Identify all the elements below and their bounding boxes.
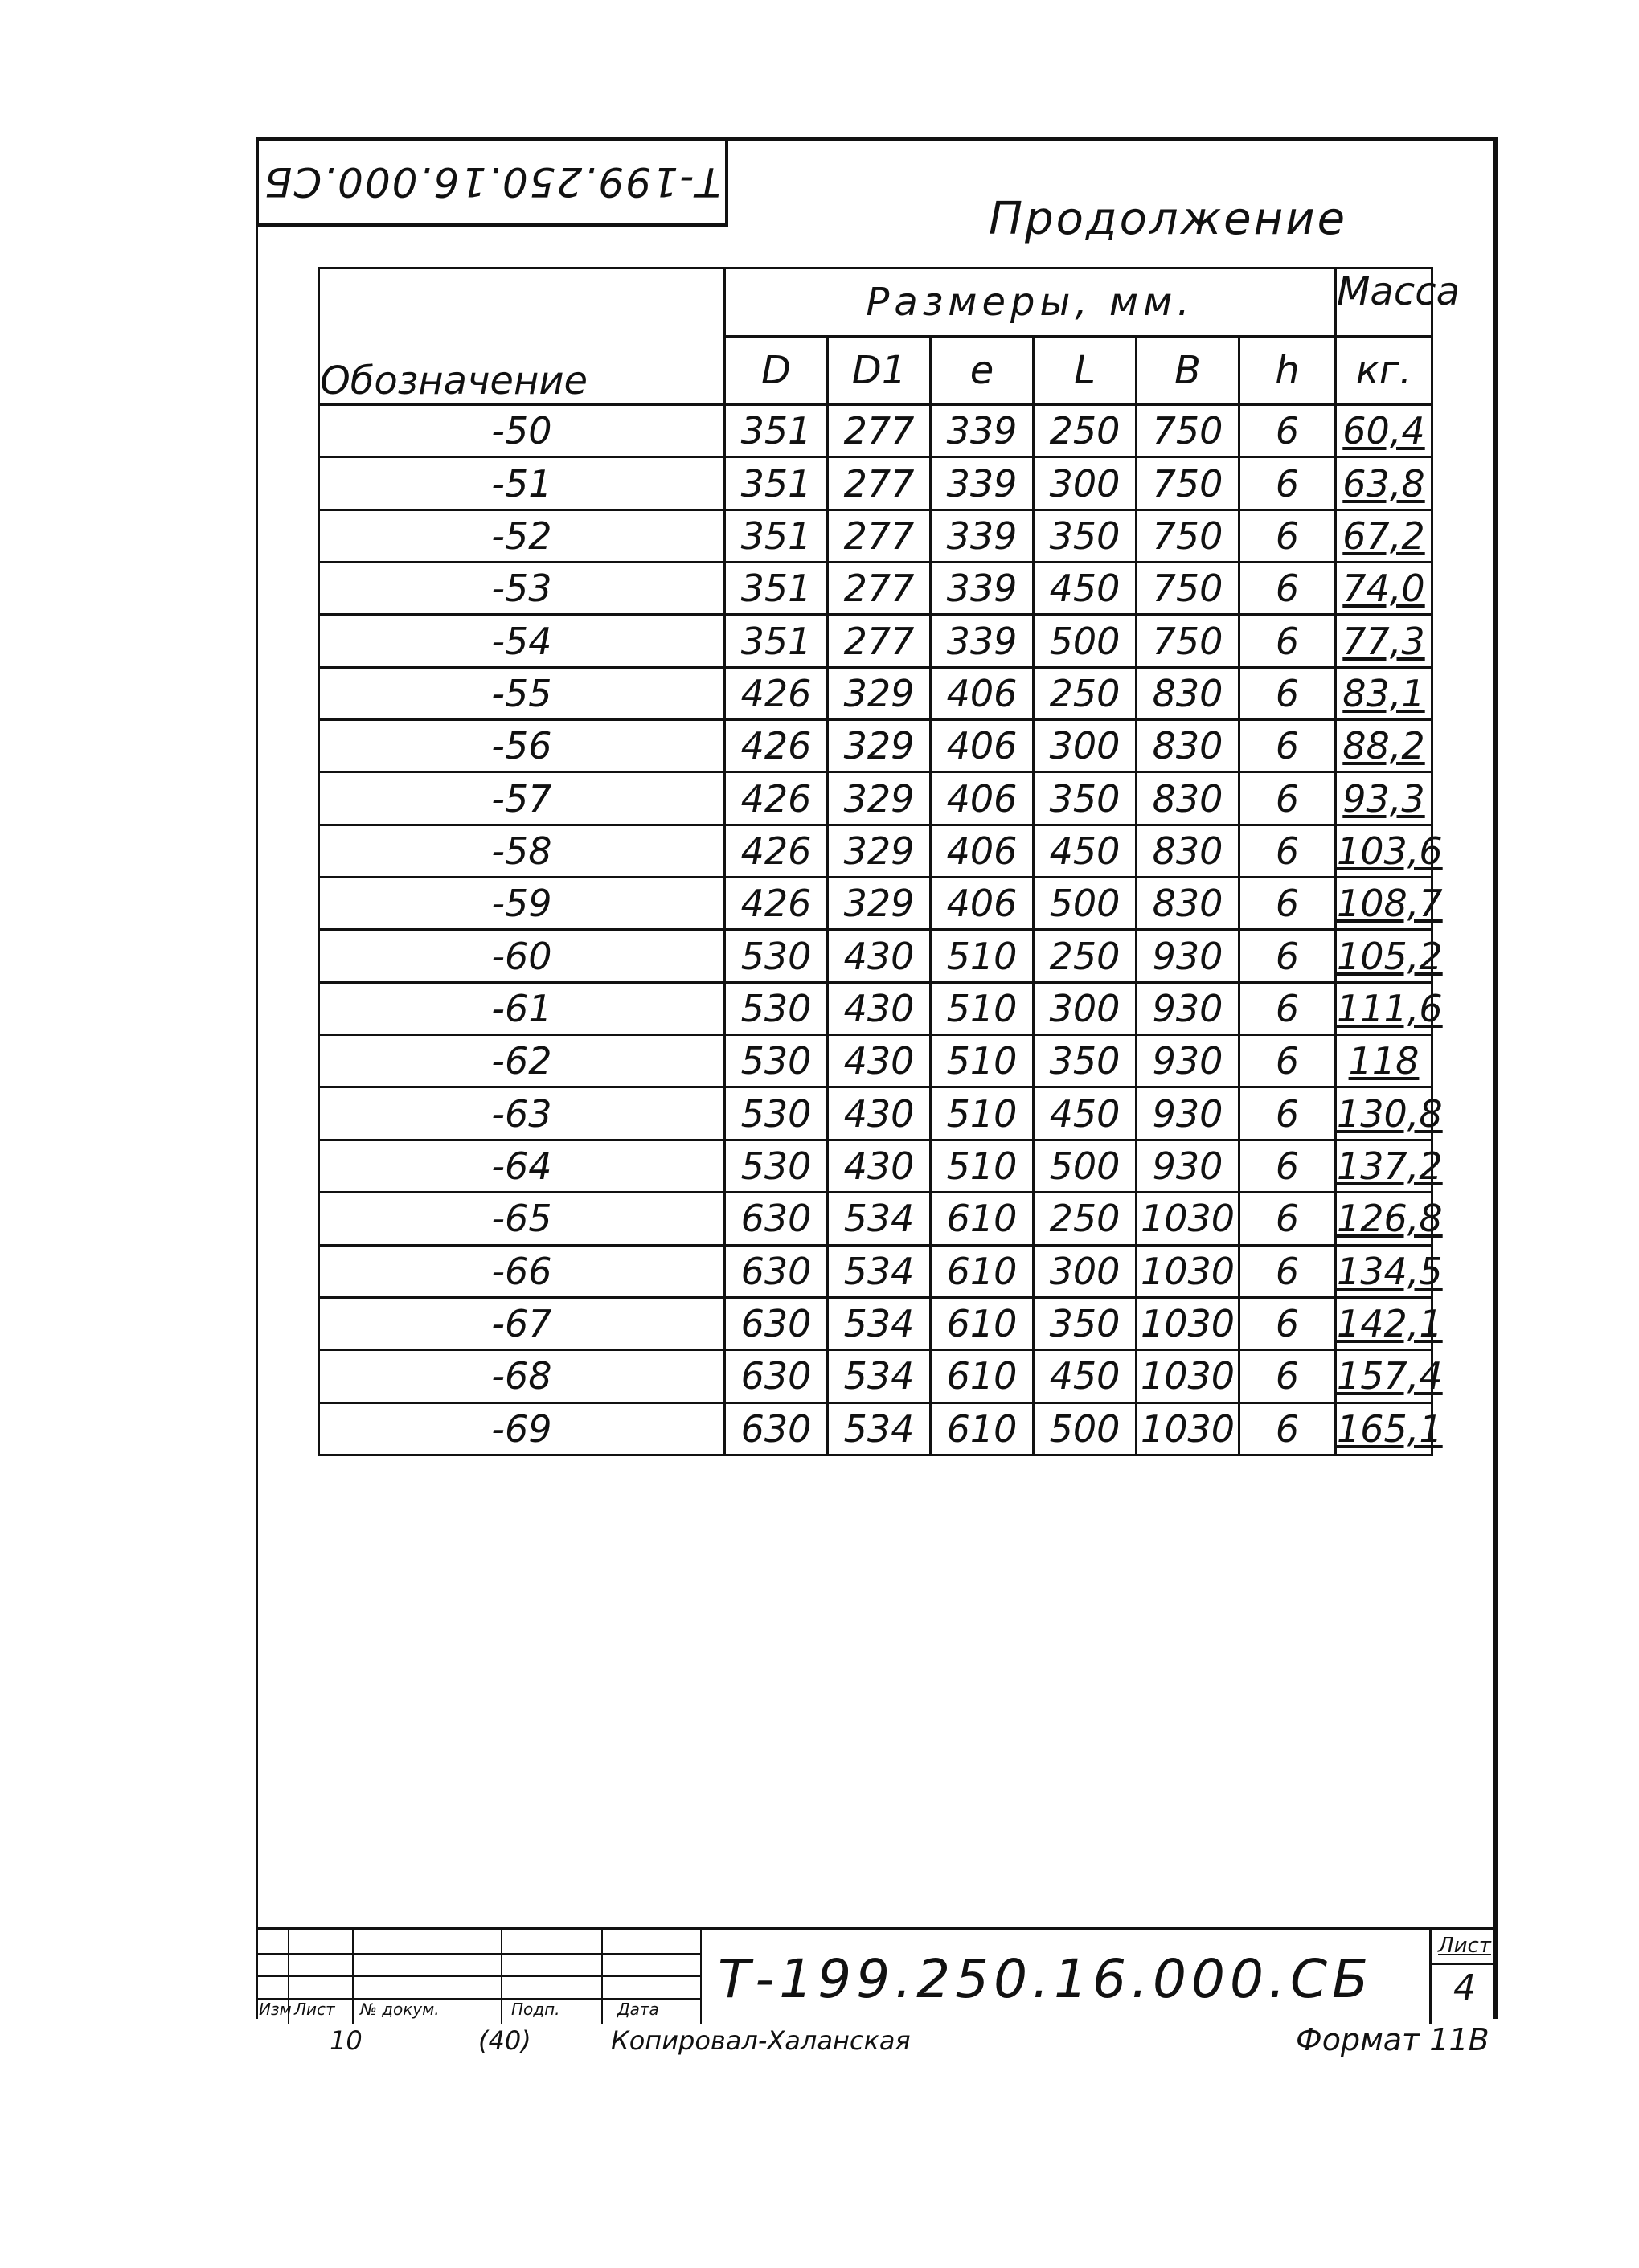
value-cell-l: 300: [1034, 720, 1137, 772]
designation-cell: -61: [319, 982, 725, 1034]
value-cell-h: 6: [1239, 878, 1336, 930]
table-row: [319, 1245, 1432, 1297]
value-cell-b: 930: [1137, 1140, 1239, 1192]
tb-label-doc: № докум.: [360, 2000, 440, 2019]
designation-cell: -64: [319, 1140, 725, 1192]
designation-cell: -57: [319, 772, 725, 825]
value-cell-d: 426: [725, 720, 828, 772]
value-cell-h: 6: [1239, 930, 1336, 982]
designation-cell: -62: [319, 1035, 725, 1087]
dimensions-table: [318, 267, 1461, 1456]
table-row: [319, 1350, 1432, 1402]
designation-cell: -68: [319, 1350, 725, 1402]
designation-cell: -63: [319, 1087, 725, 1140]
value-cell-d: 351: [725, 563, 828, 615]
table-row: [319, 1193, 1432, 1245]
table-row: [319, 1402, 1432, 1455]
value-cell-l: 450: [1034, 825, 1137, 877]
value-cell-d: 630: [725, 1245, 828, 1297]
tb-row-line: [256, 1953, 702, 1955]
value-cell-h: 6: [1239, 1297, 1336, 1349]
value-cell-d: 351: [725, 510, 828, 562]
tb-label-list: Лист: [294, 2000, 335, 2019]
value-cell-d1: 430: [828, 1035, 931, 1087]
designation-cell: -69: [319, 1402, 725, 1455]
value-cell-d1: 430: [828, 930, 931, 982]
value-cell-h: 6: [1239, 1035, 1336, 1087]
value-cell-e: 610: [931, 1297, 1034, 1349]
value-cell-h: 6: [1239, 982, 1336, 1034]
value-cell-l: 300: [1034, 457, 1137, 510]
value-cell-b: 930: [1137, 1087, 1239, 1140]
value-cell-e: 610: [931, 1193, 1034, 1245]
value-cell-d1: 277: [828, 563, 931, 615]
sheet-number-box: [1429, 1930, 1498, 2024]
value-cell-h: 6: [1239, 1402, 1336, 1455]
value-cell-d: 351: [725, 615, 828, 667]
col-header-e: e: [931, 337, 1034, 405]
value-cell-d: 530: [725, 1087, 828, 1140]
value-cell-d: 530: [725, 930, 828, 982]
value-cell-e: 339: [931, 405, 1034, 457]
inventory-number: 10: [330, 2025, 363, 2056]
value-cell-e: 339: [931, 615, 1034, 667]
value-cell-e: 510: [931, 1035, 1034, 1087]
table-row: [319, 563, 1432, 615]
value-cell-b: 930: [1137, 930, 1239, 982]
table-row: [319, 825, 1432, 877]
value-cell-h: 6: [1239, 720, 1336, 772]
mass-cell: 130,8: [1336, 1087, 1432, 1140]
value-cell-h: 6: [1239, 457, 1336, 510]
col-header-D: D: [725, 337, 828, 405]
value-cell-b: 750: [1137, 510, 1239, 562]
mass-cell: 63,8: [1336, 457, 1432, 510]
value-cell-d1: 277: [828, 405, 931, 457]
tb-label-sign: Подп.: [511, 2000, 560, 2019]
value-cell-b: 930: [1137, 982, 1239, 1034]
dimensions-group-header: Размеры, мм.: [725, 268, 1336, 337]
value-cell-l: 300: [1034, 982, 1137, 1034]
value-cell-b: 1030: [1137, 1402, 1239, 1455]
tb-row-line: [256, 1975, 702, 1977]
value-cell-e: 339: [931, 457, 1034, 510]
value-cell-b: 1030: [1137, 1350, 1239, 1402]
value-cell-d: 530: [725, 1140, 828, 1192]
value-cell-d1: 329: [828, 667, 931, 719]
value-cell-b: 1030: [1137, 1193, 1239, 1245]
value-cell-d: 530: [725, 982, 828, 1034]
designation-cell: -55: [319, 667, 725, 719]
value-cell-l: 450: [1034, 563, 1137, 615]
value-cell-e: 510: [931, 1140, 1034, 1192]
col-header-h: h: [1239, 337, 1336, 405]
mass-cell: 88,2: [1336, 720, 1432, 772]
mass-unit-header: кг.: [1336, 337, 1432, 405]
designation-header: Обозначение: [319, 268, 725, 405]
value-cell-b: 830: [1137, 825, 1239, 877]
value-cell-h: 6: [1239, 1245, 1336, 1297]
sheet-label: Лист: [1432, 1930, 1498, 1965]
mass-cell: 77,3: [1336, 615, 1432, 667]
table-row: [319, 405, 1432, 457]
mass-cell: 157,4: [1336, 1350, 1432, 1402]
paper-format: Формат 11В: [1296, 2022, 1489, 2057]
designation-cell: -50: [319, 405, 725, 457]
value-cell-h: 6: [1239, 563, 1336, 615]
tb-label-izm: Изм: [259, 2000, 292, 2019]
value-cell-l: 450: [1034, 1350, 1137, 1402]
table-row: [319, 720, 1432, 772]
value-cell-d1: 534: [828, 1193, 931, 1245]
value-cell-d1: 277: [828, 510, 931, 562]
mass-cell: 126,8: [1336, 1193, 1432, 1245]
col-header-D1: D1: [828, 337, 931, 405]
value-cell-l: 350: [1034, 1035, 1137, 1087]
table-row: [319, 510, 1432, 562]
value-cell-e: 610: [931, 1402, 1034, 1455]
mass-cell: 137,2: [1336, 1140, 1432, 1192]
table-row: [319, 667, 1432, 719]
mass-cell: 67,2: [1336, 510, 1432, 562]
value-cell-e: 510: [931, 982, 1034, 1034]
revision-grid: [256, 1930, 702, 2024]
value-cell-d: 426: [725, 878, 828, 930]
value-cell-l: 350: [1034, 1297, 1137, 1349]
table-row: [319, 878, 1432, 930]
mass-cell: 93,3: [1336, 772, 1432, 825]
tb-labels-row: [256, 1998, 702, 2024]
mass-cell: 111,6: [1336, 982, 1432, 1034]
mass-header: Масса: [1336, 268, 1432, 337]
corner-stamp-code: Т-199.250.16.000.СБ: [263, 158, 721, 205]
table-row: [319, 457, 1432, 510]
col-header-B: B: [1137, 337, 1239, 405]
value-cell-l: 350: [1034, 510, 1137, 562]
value-cell-l: 250: [1034, 930, 1137, 982]
designation-cell: -60: [319, 930, 725, 982]
value-cell-e: 510: [931, 930, 1034, 982]
value-cell-d: 351: [725, 405, 828, 457]
inventory-number-secondary: (40): [478, 2025, 531, 2056]
designation-cell: -59: [319, 878, 725, 930]
value-cell-l: 500: [1034, 878, 1137, 930]
value-cell-l: 250: [1034, 667, 1137, 719]
value-cell-h: 6: [1239, 772, 1336, 825]
mass-cell: 108,7: [1336, 878, 1432, 930]
table-row: [319, 615, 1432, 667]
value-cell-h: 6: [1239, 1087, 1336, 1140]
value-cell-d: 426: [725, 667, 828, 719]
table-row: [319, 1140, 1432, 1192]
value-cell-h: 6: [1239, 825, 1336, 877]
mass-cell: 105,2: [1336, 930, 1432, 982]
table-row: [319, 1087, 1432, 1140]
mass-cell: 83,1: [1336, 667, 1432, 719]
sheet-number: 4: [1453, 1967, 1476, 2008]
designation-cell: -54: [319, 615, 725, 667]
value-cell-l: 250: [1034, 405, 1137, 457]
value-cell-l: 500: [1034, 1140, 1137, 1192]
value-cell-e: 339: [931, 563, 1034, 615]
table-row: [319, 930, 1432, 982]
value-cell-b: 750: [1137, 615, 1239, 667]
value-cell-e: 406: [931, 720, 1034, 772]
value-cell-d1: 329: [828, 825, 931, 877]
value-cell-d1: 430: [828, 1087, 931, 1140]
value-cell-d1: 277: [828, 615, 931, 667]
value-cell-l: 300: [1034, 1245, 1137, 1297]
designation-cell: -58: [319, 825, 725, 877]
col-header-L: L: [1034, 337, 1137, 405]
title-block: [256, 1927, 1498, 2024]
value-cell-b: 830: [1137, 667, 1239, 719]
designation-cell: -51: [319, 457, 725, 510]
value-cell-d: 630: [725, 1193, 828, 1245]
value-cell-d1: 534: [828, 1297, 931, 1349]
title-block-code: Т-199.250.16.000.СБ: [718, 1948, 1374, 2010]
value-cell-d1: 329: [828, 772, 931, 825]
value-cell-d: 426: [725, 825, 828, 877]
value-cell-e: 406: [931, 772, 1034, 825]
value-cell-d1: 329: [828, 720, 931, 772]
value-cell-d: 351: [725, 457, 828, 510]
value-cell-b: 1030: [1137, 1297, 1239, 1349]
value-cell-l: 500: [1034, 1402, 1137, 1455]
value-cell-l: 250: [1034, 1193, 1137, 1245]
value-cell-b: 750: [1137, 405, 1239, 457]
value-cell-b: 830: [1137, 772, 1239, 825]
value-cell-h: 6: [1239, 405, 1336, 457]
table-row: [319, 1297, 1432, 1349]
mass-cell: 74,0: [1336, 563, 1432, 615]
value-cell-d1: 430: [828, 1140, 931, 1192]
mass-cell: 118: [1336, 1035, 1432, 1087]
value-cell-b: 750: [1137, 457, 1239, 510]
value-cell-d: 530: [725, 1035, 828, 1087]
mass-cell: 142,1: [1336, 1297, 1432, 1349]
table-row: [319, 772, 1432, 825]
value-cell-d1: 329: [828, 878, 931, 930]
value-cell-d1: 534: [828, 1350, 931, 1402]
value-cell-l: 450: [1034, 1087, 1137, 1140]
value-cell-d1: 430: [828, 982, 931, 1034]
value-cell-l: 500: [1034, 615, 1137, 667]
designation-cell: -56: [319, 720, 725, 772]
designation-cell: -52: [319, 510, 725, 562]
value-cell-h: 6: [1239, 615, 1336, 667]
value-cell-h: 6: [1239, 1140, 1336, 1192]
designation-cell: -53: [319, 563, 725, 615]
mass-cell: 60,4: [1336, 405, 1432, 457]
value-cell-b: 830: [1137, 878, 1239, 930]
value-cell-e: 510: [931, 1087, 1034, 1140]
value-cell-b: 830: [1137, 720, 1239, 772]
corner-stamp: [256, 137, 728, 227]
value-cell-d1: 534: [828, 1402, 931, 1455]
mass-cell: 134,5: [1336, 1245, 1432, 1297]
tb-label-date: Дата: [617, 2000, 659, 2019]
value-cell-h: 6: [1239, 1193, 1336, 1245]
value-cell-l: 350: [1034, 772, 1137, 825]
value-cell-e: 406: [931, 667, 1034, 719]
value-cell-h: 6: [1239, 667, 1336, 719]
table-row: [319, 982, 1432, 1034]
value-cell-e: 406: [931, 825, 1034, 877]
value-cell-e: 610: [931, 1245, 1034, 1297]
value-cell-e: 610: [931, 1350, 1034, 1402]
value-cell-b: 750: [1137, 563, 1239, 615]
designation-cell: -67: [319, 1297, 725, 1349]
value-cell-d1: 277: [828, 457, 931, 510]
value-cell-d1: 534: [828, 1245, 931, 1297]
copied-by: Копировал-Халанская: [611, 2025, 911, 2056]
value-cell-d: 426: [725, 772, 828, 825]
mass-cell: 103,6: [1336, 825, 1432, 877]
value-cell-b: 930: [1137, 1035, 1239, 1087]
designation-cell: -65: [319, 1193, 725, 1245]
value-cell-b: 1030: [1137, 1245, 1239, 1297]
value-cell-d: 630: [725, 1402, 828, 1455]
table-row: [319, 1035, 1432, 1087]
value-cell-h: 6: [1239, 1350, 1336, 1402]
value-cell-h: 6: [1239, 510, 1336, 562]
continuation-label: Продолжение: [989, 193, 1348, 245]
value-cell-e: 339: [931, 510, 1034, 562]
mass-cell: 165,1: [1336, 1402, 1432, 1455]
value-cell-d: 630: [725, 1297, 828, 1349]
value-cell-d: 630: [725, 1350, 828, 1402]
designation-cell: -66: [319, 1245, 725, 1297]
value-cell-e: 406: [931, 878, 1034, 930]
